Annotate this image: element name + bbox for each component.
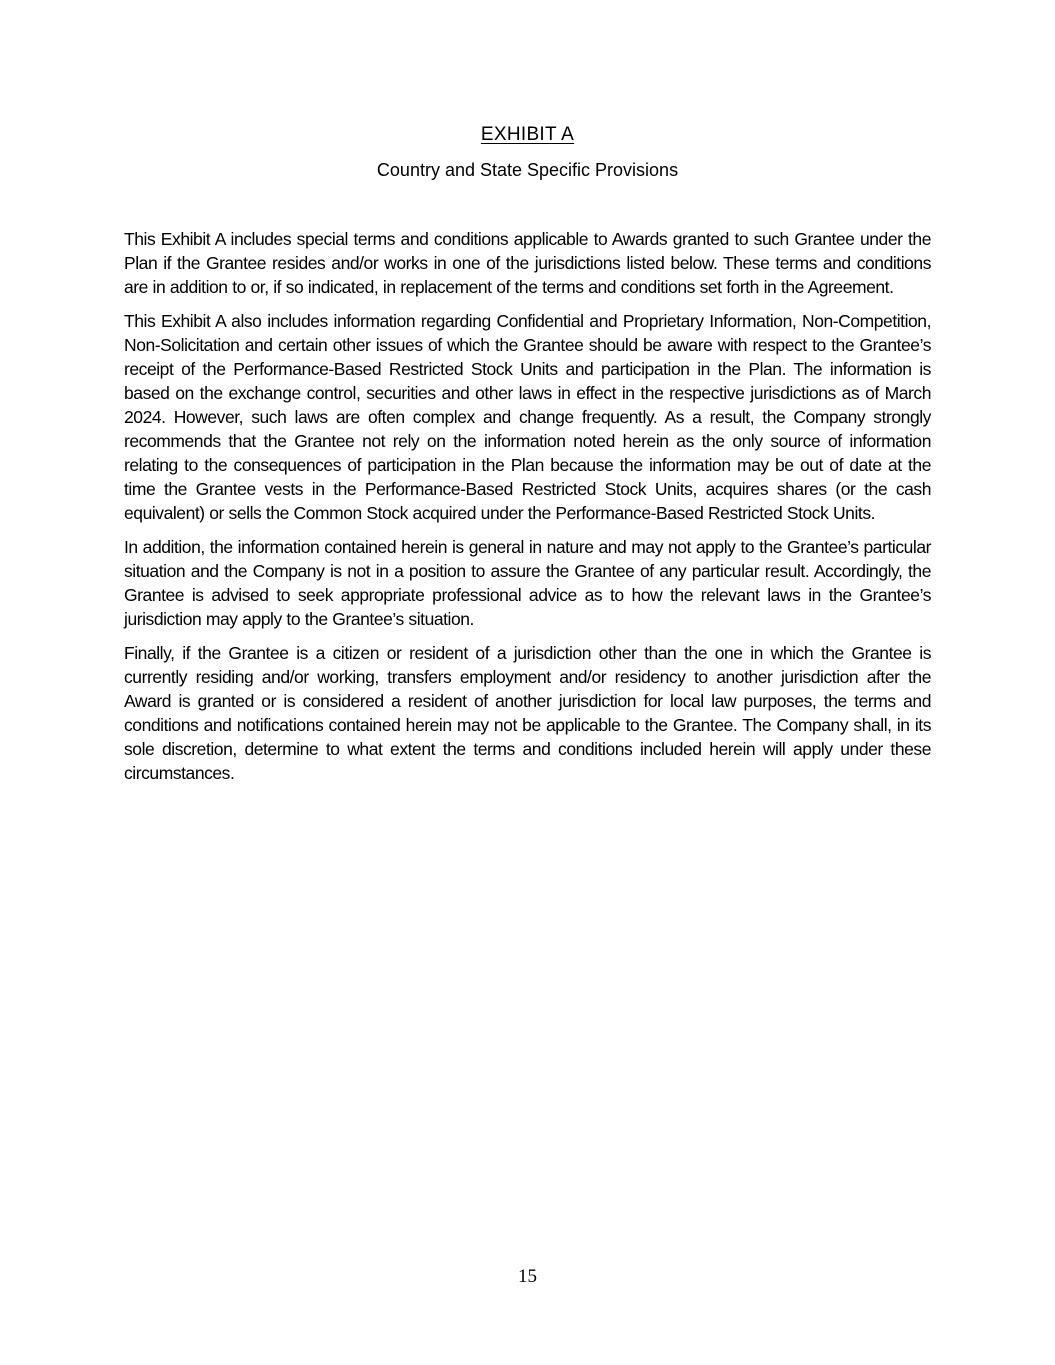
- paragraph-general-nature: In addition, the information contained herein is general in nature and may not apply to the Grantee’s particular situation and the Company is not in a position to assure the Grantee of any particular result. Accordingly, the Grantee is advised to seek appropriate professional advice as to how the relevant laws in the Grantee’s jurisdiction may apply to the Grantee’s situation.: [124, 537, 931, 629]
- document-body: [124, 227, 931, 795]
- paragraph-finally: Finally, if the Grantee is a citizen or resident of a jurisdiction other than the one in which the Grantee is currently residing and/or working, transfers employment and/or residency to another jurisdiction after the Award is granted or is considered a resident of another jurisdiction for local law purposes, the terms and conditions and notifications contained herein may not be applicable to the Grantee. The Company shall, in its sole discretion, determine to what extent the terms and conditions included herein will apply under these circumstances.: [124, 643, 931, 783]
- exhibit-title: EXHIBIT A: [480, 124, 575, 145]
- paragraph-information: This Exhibit A also includes information regarding Confidential and Proprietary Information, Non-Competition, Non-Solicitation and certain other issues of which the Grantee should be aware with respect to the Grantee’s receipt of the Performance-Based Restricted Stock Units and participation in the Plan. The information is based on the exchange control, securities and other laws in effect in the respective jurisdictions as of March 2024. However, such laws are often complex and change frequently. As a result, the Company strongly recommends that the Grantee not rely on the information noted herein as the only source of information relating to the consequences of participation in the Plan because the information may be out of date at the time the Grantee vests in the Performance-Based Restricted Stock Units, acquires shares (or the cash equivalent) or sells the Common Stock acquired under the Performance-Based Restricted Stock Units.: [124, 311, 931, 523]
- page-number: 15: [518, 1266, 537, 1287]
- paragraph-intro: This Exhibit A includes special terms and conditions applicable to Awards granted to such Grantee under the Plan if the Grantee resides and/or works in one of the jurisdictions listed below. These terms and conditions are in addition to or, if so indicated, in replacement of the terms and conditions set forth in the Agreement.: [124, 229, 931, 297]
- exhibit-subtitle: Country and State Specific Provisions: [376, 160, 679, 180]
